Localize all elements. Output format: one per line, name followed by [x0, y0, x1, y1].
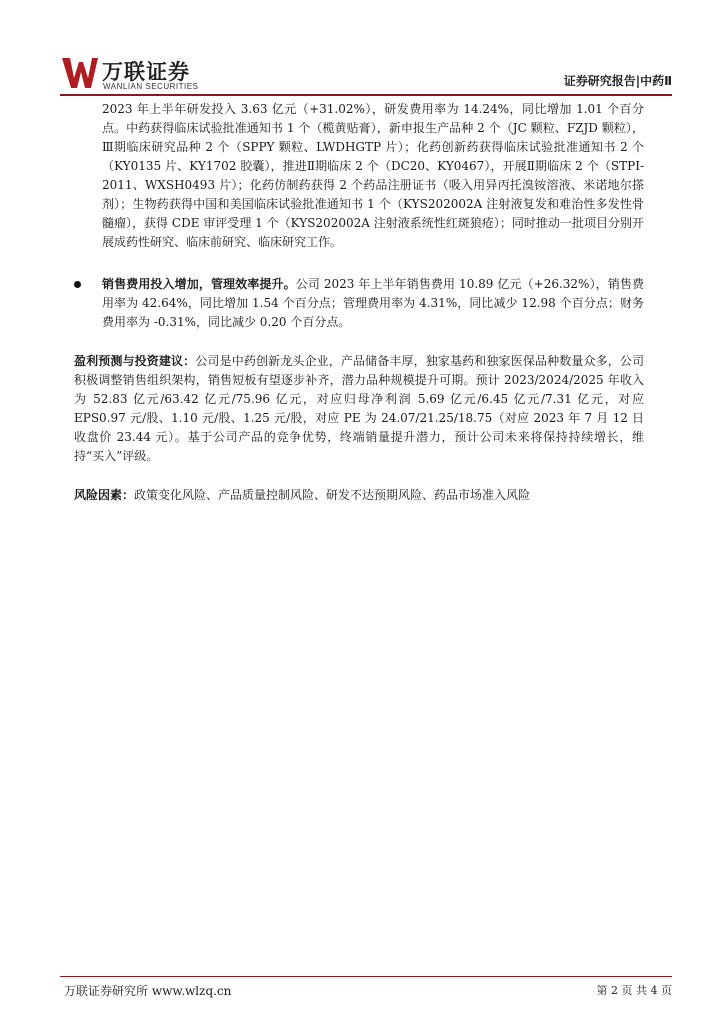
report-category-tag: 证券研究报告|中药Ⅱ — [563, 74, 672, 88]
bullet-sales-expense — [60, 275, 672, 332]
footer-divider — [60, 976, 672, 977]
bullet-title: 销售费用投入增加，管理效率提升。 — [102, 277, 296, 291]
report-body — [60, 100, 672, 505]
wanlian-logo-icon — [62, 56, 98, 90]
logo-text-cn: 万联证券 — [102, 60, 190, 84]
risk-paragraph — [74, 486, 644, 505]
risk-text: 政策变化风险、产品质量控制风险、研发不达预期风险、药品市场准入风险 — [134, 488, 531, 502]
bullet-dot-icon — [74, 281, 81, 288]
bullet-text: 公司 2023 年上半年销售费用 10.89 亿元（+26.32%），销售费用率为 42.64%，同比增加 1.54 个百分点；管理费用率为 4.31%，同比减少 12.98 个百分点；财务费用率为 -0.31%，同比减少 0.20 个百分点。 — [102, 277, 644, 329]
risk-section — [74, 486, 644, 505]
page-number: 第 2 页 共 4 页 — [596, 984, 672, 997]
header-divider — [60, 94, 672, 96]
forecast-section — [74, 352, 644, 466]
forecast-paragraph — [74, 352, 644, 466]
bullet-paragraph — [102, 275, 644, 332]
logo-text-en: WANLIAN SECURITIES — [103, 82, 199, 91]
rd-investment-paragraph: 2023 年上半年研发投入 3.63 亿元（+31.02%），研发费用率为 14.24%，同比增加 1.01 个百分点。中药获得临床试验批准通知书 1 个（榄黄贴膏），新申报生产品种 2 个（JC 颗粒、FZJD 颗粒），Ⅲ期临床研究品种 2 个（SPPY 颗粒、LWDHGTP 片）；化药创新药获得临床试验批准通知书 2 个（KY0135 片、KY1702 胶囊），推进Ⅱ期临床 2 个（DC20、KY0467），开展Ⅱ期临床 2 个（STPI-2011、WXSH0493 片）；化药仿制药获得 2 个药品注册证书（吸入用异丙托溴铵溶液、米诺地尔搽剂）；生物药获得中国和美国临床试验批准通知书 1 个（KYS202002A 注射液复发和难治性多发性骨髓瘤），获得 CDE 审评受理 1 个（KYS202002A 注射液系统性红斑狼疮）；同时推动一批项目分别开展成药性研究、临床前研究、临床研究工作。 — [102, 102, 644, 249]
company-logo — [62, 56, 262, 92]
page-header — [60, 54, 672, 94]
footer-source: 万联证券研究所 www.wlzq.cn — [64, 984, 232, 998]
forecast-title: 盈利预测与投资建议： — [74, 354, 196, 368]
forecast-text: 公司是中药创新龙头企业，产品储备丰厚，独家基药和独家医保品种数量众多，公司积极调整销售组织架构，销售短板有望逐步补齐，潜力品种规模提升可期。预计 2023/2024/2025 年收入为 52.83 亿元/63.42 亿元/75.96 亿元，对应归母净利润 5.69 亿元/6.45 亿元/7.31 亿元，对应 EPS0.97 元/股、1.10 元/股、1.25 元/股，对应 PE 为 24.07/21.25/18.75（对应 2023 年 7 月 12 日收盘价 23.44 元）。基于公司产品的竞争优势，终端销量提升潜力，预计公司未来将保持持续增长，维持“买入”评级。 — [74, 354, 644, 463]
risk-title: 风险因素： — [74, 488, 135, 502]
